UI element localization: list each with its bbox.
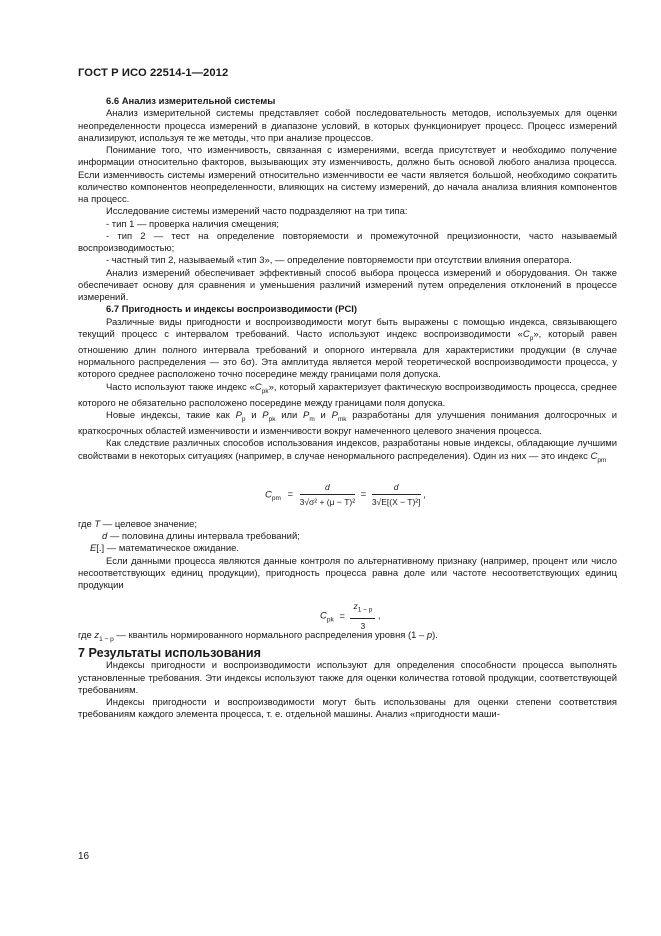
paragraph: Анализ измерительной системы представляет собой последовательность методов, используемых для оценки неопределенности процесса измерений в диапазоне условий, в которых функционирует процесс. Процесс измерений анализируют, используя те же методы, что при анализе процессов. (78, 108, 617, 144)
paragraph: Как следствие различных способов использования индексов, разработаны новые индексы, обладающие лучшими свойствами в некоторых ситуациях (например, в случае ненормального распределения). Один из них — это индекс $C_{pm}$ (78, 438, 617, 464)
paragraph: Исследование системы измерений часто подразделяют на три типа: (106, 206, 408, 218)
formula-cpm: $C_{pm}$ = $\frac{d}{\text{3√σ² + (μ − T)²}}$ = $\frac{d}{\text{3√E[(X − T)²]}}$ , (265, 481, 426, 508)
where-line: d — половина длины интервала требований; (102, 531, 300, 543)
list-item: - тип 1 — проверка наличия смещения; (106, 218, 279, 230)
list-item: - тип 2 — тест на определение повторяемости и промежуточной прецизионности, часто называемый воспроизводимостью; (78, 230, 617, 254)
document-body (78, 96, 617, 722)
paragraph: Различные виды пригодности и воспроизводимости могут быть выражены с помощью индекса, связывающего текущий процесс с интервалом требований. Часто используют индекс воспроизводимости «$C_p$», который равен отношению длин полного интервала требований и опорного интервала для характеристики продукции (в случае нормального распределения — это 6σ). Эта амплитуда является мерой теоретической воспроизводимости процесса, у которого среднее расположено точно посередине между границами поля допуска. (78, 316, 617, 381)
formula-cpk: $C_{pk}$ = $\frac{z_{1 - p}}{3}$ , (320, 601, 381, 632)
paragraph: Анализ измерений обеспечивает эффективный способ выбора процесса измерений и оборудования. Он также обеспечивает основу для сравнения и уменьшения различий измерений путем определения отклонений в процессе измерений. (78, 267, 617, 303)
section-6-6-title: 6.6 Анализ измерительной системы (106, 96, 276, 107)
paragraph: Новые индексы, такие как $P_p$ и $P_{pk}$ или $P_m$ и $P_{mk}$ разработаны для улучшения понимания долгосрочных и краткосрочных областей изменчивости и изменчивости вокруг намеченного целевого значения процесса. (78, 410, 618, 438)
section-6-7-title: 6.7 Пригодность и индексы воспроизводимости (PCI) (106, 304, 358, 316)
paragraph: Часто используют также индекс «$C_{pk}$», который характеризует фактическую воспроизводимость процесса, среднее которого не обязательно расположено посередине между границами поля допуска. (78, 381, 617, 409)
paragraph: Индексы пригодности и воспроизводимости могут быть использованы для оценки степени соответствия требованиям каждого элемента процесса, т. е. отдельной машины. Анализ «пригодности маши- (78, 697, 617, 721)
paragraph: Понимание того, что изменчивость, связанная с измерениями, всегда присутствует и необходимо получение информации относительно факторов, вызывающих эту изменчивость, должно быть основой любого анализа процесса. Если изменчивость системы измерений относительно изменчивости ее части является большой, необходимо сократить количество компонентов неопределенности, влияющих на систему измерений, до начала анализа влияния компонентов на процесс. (78, 145, 617, 205)
where-line: E[.] — математическое ожидание. (90, 543, 240, 555)
list-item: - частный тип 2, называемый «тип 3», — определение повторяемости при отсутствии влияния оператора. (106, 255, 572, 267)
where-line: где T — целевое значение; (78, 518, 197, 530)
page-number: 16 (78, 851, 90, 862)
paragraph: Если данными процесса являются данные контроля по альтернативному признаку (например, процент или число несоответствующих единиц продукции), пригодность процесса равна доле или частоте несоответствующих единиц продукции (78, 555, 617, 592)
document-header: ГОСТ Р ИСО 22514-1—2012 (78, 67, 229, 79)
paragraph: Индексы пригодности и воспроизводимости используют для определения способности процесса выполнять установленные требования. Эти индексы используют также для оценки количества готовой продукции, соответствующей требованиям. (78, 660, 617, 696)
where-line: где $z_{1 - p}$ — квантиль нормированного нормального распределения уровня (1 – p). (78, 630, 438, 644)
section-7-title: 7 Результаты использования (78, 646, 261, 661)
